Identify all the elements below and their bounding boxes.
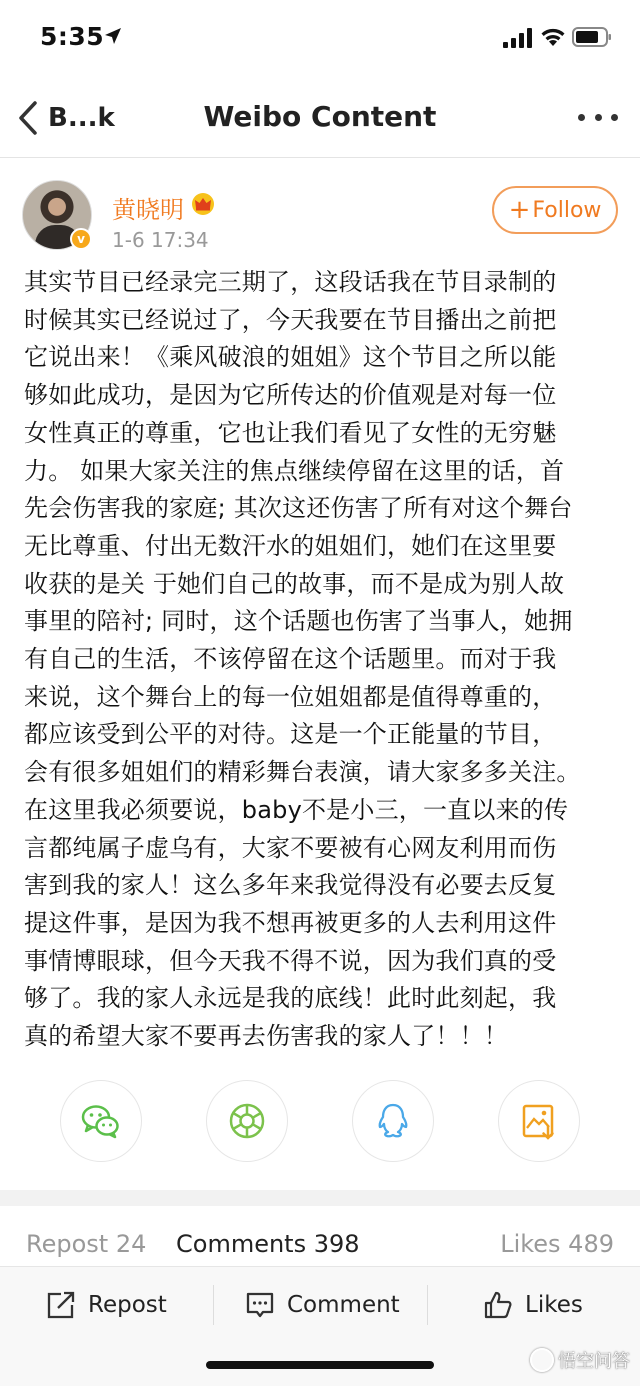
comment-icon (245, 1290, 275, 1320)
qq-icon (372, 1100, 414, 1142)
repost-button[interactable] (46, 1277, 167, 1333)
moments-icon (226, 1100, 268, 1142)
wifi-icon (540, 25, 566, 47)
post-text-line: 来说，这个舞台上的每一位姐姐都是值得尊重的， (24, 682, 557, 711)
post-text-line: 都应该受到公平的对待。这是一个正能量的节目， (24, 720, 557, 749)
post-header (0, 176, 640, 256)
post-text-line: 事里的陪衬; 同时，这个话题也伤害了当事人，她拥 (24, 607, 573, 636)
follow-button[interactable] (492, 186, 618, 234)
wechat-icon (80, 1100, 122, 1142)
share-qq-button[interactable] (352, 1080, 434, 1162)
post-text-line: 事情博眼球，但今天我不得不说，因为我们真的受 (24, 946, 557, 975)
chevron-left-icon (18, 101, 38, 135)
user-name[interactable]: 黄晓明 (112, 196, 184, 224)
likes-button[interactable] (483, 1277, 583, 1333)
back-label: B...k (48, 103, 115, 133)
post-text-line: 在这里我必须要说，baby不是小三，一直以来的传 (24, 795, 569, 824)
comment-button[interactable] (245, 1277, 400, 1333)
save-image-button[interactable] (498, 1080, 580, 1162)
thumbs-up-icon (483, 1290, 513, 1320)
post-timestamp: 1-6 17:34 (112, 228, 209, 252)
follow-label: Follow (532, 197, 602, 223)
comment-label: Comment (287, 1292, 400, 1318)
post-text-line: 无比尊重、付出无数汗水的姐姐们，她们在这里要 (24, 531, 557, 560)
toolbar-separator (213, 1285, 214, 1325)
share-moments-button[interactable] (206, 1080, 288, 1162)
watermark (530, 1347, 630, 1373)
post-text-line: 力。 如果大家关注的焦点继续停留在这里的话，首 (24, 456, 565, 485)
save-image-icon (518, 1100, 560, 1142)
repost-count-tab[interactable]: Repost 24 (26, 1230, 147, 1258)
likes-count-tab[interactable]: Likes 489 (500, 1230, 614, 1258)
more-options-button[interactable] (578, 110, 618, 124)
post-text-line: 有自己的生活，不该停留在这个话题里。而对于我 (24, 645, 557, 674)
location-arrow-icon (104, 27, 122, 45)
navigation-bar (0, 76, 640, 158)
crown-icon (190, 192, 216, 216)
more-dot-icon (611, 114, 618, 121)
post-body (24, 264, 616, 1056)
plus-icon: + (508, 195, 531, 225)
home-indicator[interactable] (206, 1361, 434, 1369)
comments-count-tab[interactable]: Comments 398 (176, 1230, 360, 1258)
watermark-text: 悟空问答 (558, 1351, 630, 1372)
share-wechat-button[interactable] (60, 1080, 142, 1162)
status-bar (0, 0, 640, 76)
more-dot-icon (595, 114, 602, 121)
battery-icon (572, 27, 612, 47)
post-text-line: 时候其实已经说过了，今天我要在节目播出之前把 (24, 305, 557, 334)
post-text-line: 害到我的家人！这么多年来我觉得没有必要去反复 (24, 871, 557, 900)
wukong-logo-icon (530, 1348, 554, 1372)
post-text-line: 会有很多姐姐们的精彩舞台表演，请大家多多关注。 (24, 758, 581, 787)
post-text-line: 收获的是关 于她们自己的故事，而不是成为别人故 (24, 569, 565, 598)
cellular-signal-icon (503, 28, 533, 48)
post-text-line: 女性真正的尊重，它也让我们看见了女性的无穷魅 (24, 418, 557, 447)
share-row (60, 1080, 580, 1164)
post-text-line: 其实节目已经录完三期了，这段话我在节目录制的 (24, 268, 557, 296)
post-text-line: 够如此成功，是因为它所传达的价值观是对每一位 (24, 381, 557, 410)
section-divider (0, 1190, 640, 1206)
status-time: 5:35 (40, 22, 105, 51)
back-button[interactable] (18, 100, 115, 136)
post-text-line: 真的希望大家不要再去伤害我的家人了！！！ (24, 1022, 508, 1051)
post-text-line: 先会伤害我的家庭; 其次这还伤害了所有对这个舞台 (24, 494, 573, 523)
repost-label: Repost (88, 1292, 167, 1318)
toolbar-separator (427, 1285, 428, 1325)
page-title: Weibo Content (203, 100, 437, 133)
post-text-line: 够了。我的家人永远是我的底线！此时此刻起，我 (24, 984, 557, 1013)
interaction-counts (0, 1222, 640, 1262)
post-text-line: 提这件事，是因为我不想再被更多的人去利用这件 (24, 908, 557, 937)
repost-icon (46, 1290, 76, 1320)
verified-badge-icon: v (70, 228, 92, 250)
post-text-line: 它说出来！《乘风破浪的姐姐》这个节目之所以能 (24, 343, 557, 372)
post-text-line: 言都纯属子虚乌有，大家不要被有心网友利用而伤 (24, 833, 557, 862)
likes-label: Likes (525, 1292, 583, 1318)
more-dot-icon (578, 114, 585, 121)
